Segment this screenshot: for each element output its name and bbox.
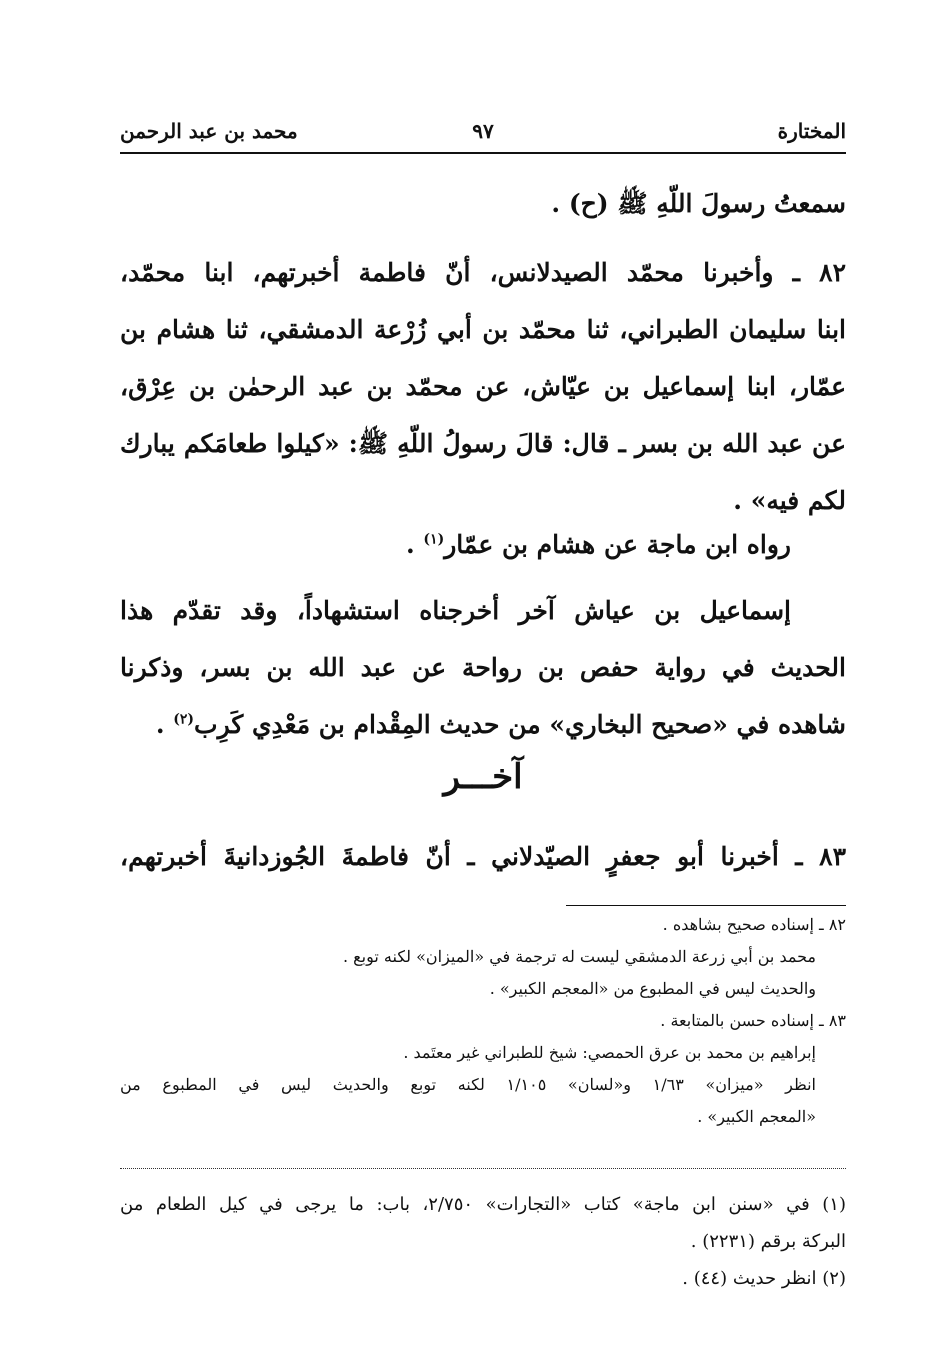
commentary-last-text: شاهده في «صحيح البخاري» من حديث المِقْدام بن مَعْدِي كَرِب (194, 710, 846, 739)
body-line: إسماعيل بن عياش آخر أخرجناه استشهاداً، وقد تقدّم هذا (120, 596, 791, 625)
book-page (120, 0, 846, 1356)
footnote-1-continued: البركة برقم (٢٢٣١) . (690, 1231, 846, 1252)
footnote-2: (٢) انظر حديث (٤٤) . (682, 1268, 846, 1289)
body-line: ٨٢ ـ وأخبرنا محمّد الصيدلانس، أنّ فاطمة أخبرتهم، ابنا محمّد، (120, 258, 846, 287)
narration-text: رواه ابن ماجة عن هشام بن عمّار (444, 530, 791, 559)
note-line: محمد بن أبي زرعة الدمشقي ليست له ترجمة في «الميزان» لكنه توبع . (342, 947, 816, 966)
body-line: عن عبد الله بن بسر ـ قال: قالَ رسولُ اللّهِ ﷺ: «كيلوا طعامَكم يبارك (120, 429, 846, 458)
body-line: الحديث في رواية حفص بن رواحة عن عبد الله بن بسر، وذكرنا (120, 653, 846, 682)
hadith-83 (120, 828, 846, 885)
body-line (120, 516, 846, 573)
body-line (120, 696, 846, 753)
body-line: ابنا سليمان الطبراني، ثنا محمّد بن أبي زُرْعة الدمشقي، ثنا هشام بن (120, 315, 846, 344)
footnotes-separator (120, 1168, 846, 1169)
narration-end: . (406, 530, 424, 559)
commentary-end: . (155, 710, 174, 739)
note-line: إبراهيم بن محمد بن عرق الحمصي: شيخ للطبراني غير معتَمد . (403, 1043, 816, 1062)
note-line: انظر «ميزان» ١/٦٣ و«لسان» ١/١٠٥ لكنه توبع والحديث ليس في المطبوع من (120, 1075, 817, 1094)
body-line: ٨٣ ـ أخبرنا أبو جعفرٍ الصيّدلاني ـ أنّ فاطمةَ الجُوزدانيةَ أخبرتهم، (120, 842, 846, 871)
body-line: عمّار، ابنا إسماعيل بن عيّاش، عن محمّد بن عبد الرحمٰن بن عِرْق، (120, 372, 846, 401)
body-line: سمعتُ رسولَ اللّهِ ﷺ (ح) . (551, 189, 846, 218)
running-header (120, 115, 846, 149)
notes-rule (566, 905, 846, 906)
page-number: ٩٧ (472, 119, 494, 143)
header-rule (120, 152, 846, 154)
header-book-title: المختارة (777, 119, 846, 143)
section-title: آخـــر (443, 757, 523, 797)
hadith-82 (120, 244, 846, 529)
body-line: لكم فيه» . (733, 486, 846, 515)
header-section-name: محمد بن عبد الرحمن (120, 119, 298, 143)
commentary-paragraph (120, 582, 846, 753)
footnotes (120, 1186, 846, 1297)
narration-paragraph (120, 516, 846, 573)
footnote-1: (١) في «سنن ابن ماجة» كتاب «التجارات» ٢/٧٥٠، باب: ما يرجى في كيل الطعام من (120, 1194, 846, 1215)
note-82-heading: ٨٢ ـ إسناده صحيح بشاهده . (662, 915, 846, 934)
footnote-ref-1: (١) (423, 531, 445, 548)
editor-notes (120, 909, 846, 1133)
footnote-ref-2: (٢) (173, 711, 195, 728)
note-line: «المعجم الكبير» . (697, 1107, 816, 1126)
note-line: والحديث ليس في المطبوع من «المعجم الكبير» . (489, 979, 816, 998)
opening-line (120, 175, 846, 232)
note-83-heading: ٨٣ ـ إسناده حسن بالمتابعة . (660, 1011, 846, 1030)
